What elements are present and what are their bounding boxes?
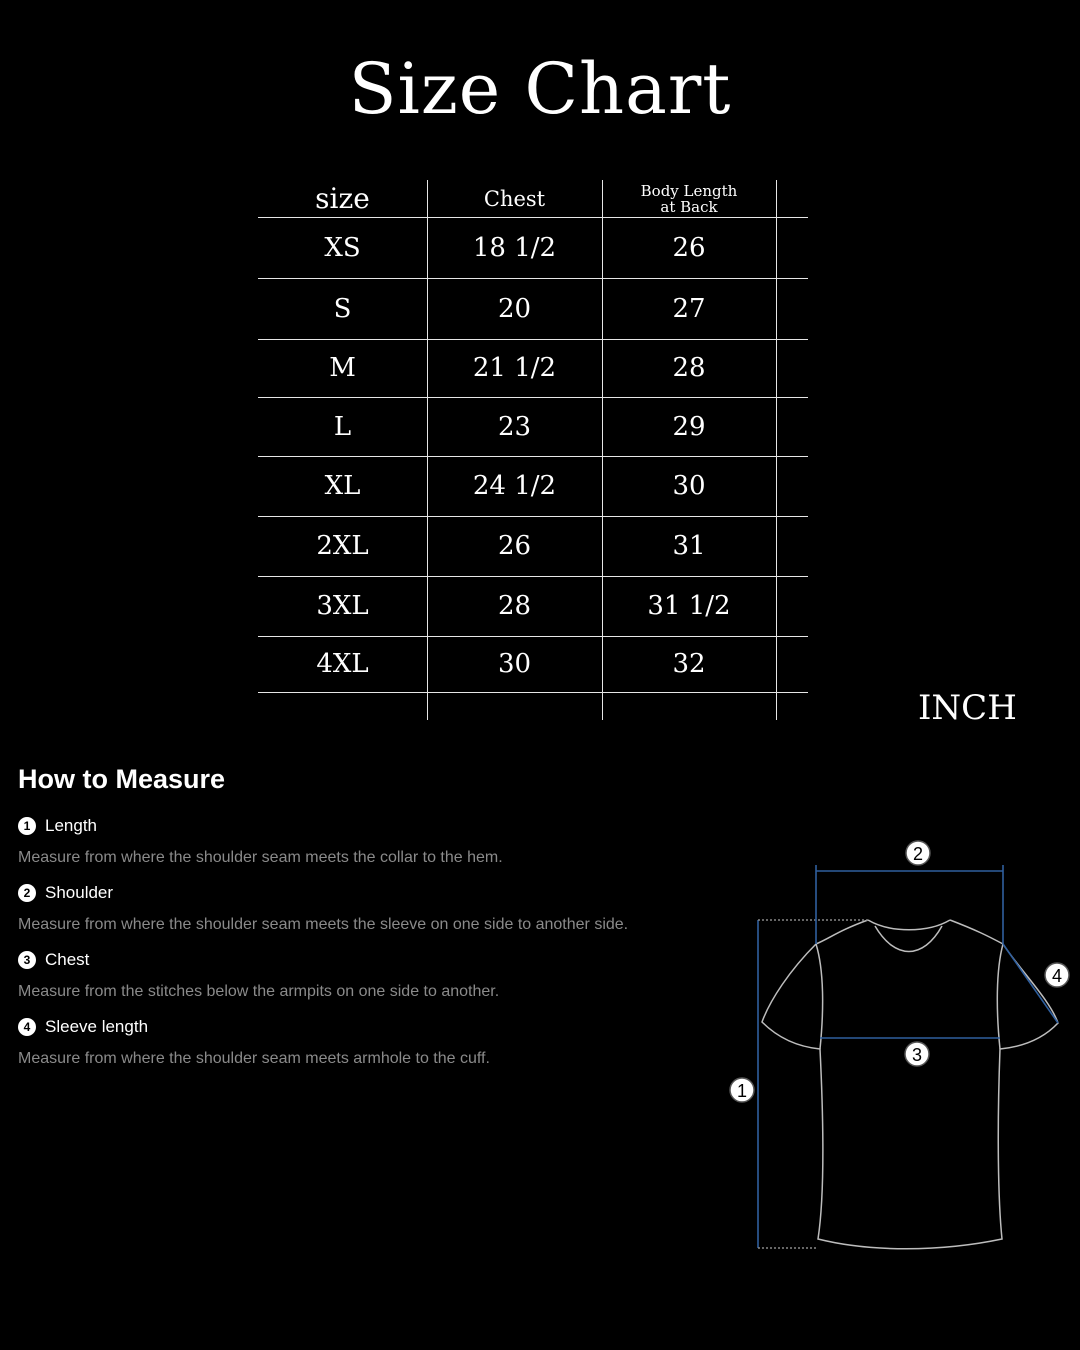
step-description: Measure from the stitches below the armpits on one side to another. [18,983,500,1000]
table-row-divider [258,278,808,279]
step-number-badge: 1 [18,817,36,835]
cell-size: S [333,293,352,324]
cell-chest: 23 [497,411,532,442]
cell-size: 2XL [316,531,369,561]
measure-step [18,949,499,1001]
table-row-divider [258,339,808,340]
cell-size: L [333,411,352,442]
tshirt-outline [762,920,1058,1249]
cell-length: 29 [672,411,706,442]
cell-chest: 24 1/2 [472,471,557,501]
diagram-marker-3-label: 3 [911,1045,923,1065]
step-label: Shoulder [45,883,114,902]
header-body-length-line1: Body Length [640,181,738,200]
diagram-marker-3 [905,1042,929,1066]
diagram-marker-1 [730,1078,754,1102]
table-row-divider [258,636,808,637]
diagram-marker-1-label: 1 [736,1081,748,1101]
cell-size: 4XL [316,649,369,679]
cell-length: 30 [672,471,706,501]
table-column-divider [602,180,603,720]
measure-step [18,882,628,934]
measure-step-heading [18,1016,490,1038]
table-row-divider [258,217,808,218]
step-number-badge: 2 [18,884,36,902]
step-number-badge: 4 [18,1018,36,1036]
step-label: Length [45,816,97,835]
step-number-badge: 3 [18,951,36,969]
cell-length: 28 [672,353,706,383]
cell-chest: 21 1/2 [472,353,557,383]
cell-length: 27 [672,293,706,324]
measure-step [18,815,503,867]
step-label: Sleeve length [45,1017,149,1036]
cell-length: 31 [672,531,706,561]
cell-size: XL [324,471,361,501]
page-title: Size Chart [348,48,732,130]
cell-chest: 20 [497,293,532,324]
table-row-divider [258,576,808,577]
how-to-measure-title: How to Measure [18,764,226,794]
table-column-divider [776,180,777,720]
tshirt-diagram [720,830,1070,1260]
size-table [258,180,808,720]
cell-size: 3XL [316,591,369,621]
cell-length: 31 1/2 [647,591,731,621]
diagram-marker-2 [906,841,930,865]
step-description: Measure from where the shoulder seam meets armhole to the cuff. [18,1050,490,1067]
measure-step-heading [18,882,628,904]
cell-chest: 30 [497,649,532,679]
step-description: Measure from where the shoulder seam meets the collar to the hem. [18,849,503,866]
table-column-divider [427,180,428,720]
cell-size: XS [324,232,361,263]
diagram-marker-4 [1045,963,1069,987]
measure-step [18,1016,490,1068]
header-body-length-line2: at Back [660,197,718,216]
table-row-divider [258,397,808,398]
table-row-divider [258,516,808,517]
header-chest: Chest [483,186,546,211]
cell-chest: 18 1/2 [472,232,557,263]
cell-length: 32 [672,649,706,679]
cell-chest: 26 [497,531,532,561]
step-description: Measure from where the shoulder seam meets the sleeve on one side to another side. [18,916,629,933]
measure-step-heading [18,949,499,971]
header-body-length [602,180,776,217]
table-row-divider [258,456,808,457]
diagram-marker-2-label: 2 [912,844,924,864]
unit-label: INCH [918,688,1017,728]
step-label: Chest [45,950,90,969]
header-size: size [315,182,370,215]
cell-length: 26 [672,232,706,263]
measure-step-heading [18,815,503,837]
cell-chest: 28 [497,591,532,621]
table-row-divider [258,692,808,693]
diagram-marker-4-label: 4 [1051,966,1063,986]
cell-size: M [329,353,356,383]
